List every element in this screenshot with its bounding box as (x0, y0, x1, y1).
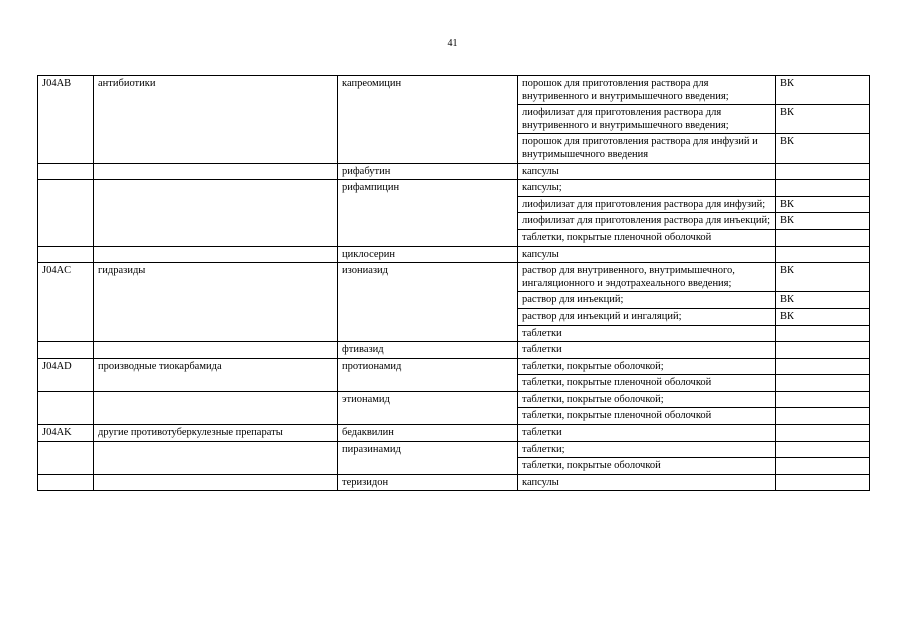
drug-name-cell: пиразинамид (338, 441, 518, 474)
page-number: 41 (447, 38, 458, 49)
atc-code-cell (38, 391, 94, 424)
note-cell: ВК (776, 308, 870, 325)
note-cell: ВК (776, 105, 870, 134)
dosage-form-cell: капсулы (518, 246, 776, 263)
table-row (38, 76, 870, 105)
note-cell (776, 408, 870, 425)
atc-code-cell: J04AK (38, 425, 94, 442)
dosage-form-cell: раствор для внутривенного, внутримышечного, ингаляционного и эндотрахеального введения; (518, 263, 776, 292)
group-name-cell (94, 391, 338, 424)
drug-name-cell: бедаквилин (338, 425, 518, 442)
table-row (38, 425, 870, 442)
atc-code-cell: J04AC (38, 263, 94, 342)
note-cell: ВК (776, 213, 870, 230)
group-name-cell (94, 342, 338, 359)
group-name-cell: производные тиокарбамида (94, 358, 338, 391)
table-row (38, 474, 870, 491)
atc-code-cell: J04AD (38, 358, 94, 391)
note-cell (776, 375, 870, 392)
dosage-form-cell: лиофилизат для приготовления раствора для инъекций; (518, 213, 776, 230)
drug-name-cell: фтивазид (338, 342, 518, 359)
table-row (38, 180, 870, 197)
note-cell (776, 391, 870, 408)
drug-name-cell: рифампицин (338, 180, 518, 246)
table-body (38, 76, 870, 491)
note-cell: ВК (776, 263, 870, 292)
dosage-form-cell: раствор для инъекций; (518, 292, 776, 309)
note-cell (776, 180, 870, 197)
note-cell: ВК (776, 76, 870, 105)
table-row (38, 342, 870, 359)
atc-code-cell (38, 342, 94, 359)
drug-name-cell: теризидон (338, 474, 518, 491)
atc-code-cell (38, 246, 94, 263)
table-row (38, 441, 870, 458)
group-name-cell: гидразиды (94, 263, 338, 342)
note-cell (776, 425, 870, 442)
dosage-form-cell: лиофилизат для приготовления раствора для внутривенного и внутримышечного введения; (518, 105, 776, 134)
atc-code-cell (38, 474, 94, 491)
dosage-form-cell: таблетки, покрытые оболочкой; (518, 358, 776, 375)
drug-name-cell: протионамид (338, 358, 518, 391)
group-name-cell: другие противотуберкулезные препараты (94, 425, 338, 442)
note-cell (776, 441, 870, 458)
group-name-cell (94, 246, 338, 263)
dosage-form-cell: таблетки (518, 342, 776, 359)
dosage-form-cell: порошок для приготовления раствора для внутривенного и внутримышечного введения; (518, 76, 776, 105)
table-row (38, 163, 870, 180)
table-row (38, 263, 870, 292)
group-name-cell (94, 180, 338, 246)
dosage-form-cell: порошок для приготовления раствора для инфузий и внутримышечного введения (518, 134, 776, 163)
dosage-form-cell: раствор для инъекций и ингаляций; (518, 308, 776, 325)
dosage-form-cell: капсулы (518, 163, 776, 180)
note-cell: ВК (776, 134, 870, 163)
table-row (38, 358, 870, 375)
drug-name-cell: капреомицин (338, 76, 518, 164)
note-cell (776, 325, 870, 342)
atc-code-cell (38, 441, 94, 474)
drug-name-cell: этионамид (338, 391, 518, 424)
dosage-form-cell: капсулы (518, 474, 776, 491)
dosage-form-cell: таблетки, покрытые пленочной оболочкой (518, 408, 776, 425)
dosage-form-cell: таблетки, покрытые пленочной оболочкой (518, 375, 776, 392)
atc-code-cell (38, 163, 94, 180)
note-cell (776, 458, 870, 475)
group-name-cell: антибиотики (94, 76, 338, 164)
drug-table (37, 75, 870, 491)
group-name-cell (94, 163, 338, 180)
note-cell (776, 474, 870, 491)
note-cell (776, 246, 870, 263)
dosage-form-cell: капсулы; (518, 180, 776, 197)
group-name-cell (94, 441, 338, 474)
dosage-form-cell: таблетки (518, 425, 776, 442)
drug-name-cell: изониазид (338, 263, 518, 342)
atc-code-cell (38, 180, 94, 246)
atc-code-cell: J04AB (38, 76, 94, 164)
note-cell (776, 358, 870, 375)
dosage-form-cell: лиофилизат для приготовления раствора для инфузий; (518, 196, 776, 213)
group-name-cell (94, 474, 338, 491)
note-cell (776, 229, 870, 246)
dosage-form-cell: таблетки (518, 325, 776, 342)
table-row (38, 246, 870, 263)
drug-name-cell: циклосерин (338, 246, 518, 263)
dosage-form-cell: таблетки, покрытые оболочкой (518, 458, 776, 475)
note-cell (776, 163, 870, 180)
table-row (38, 391, 870, 408)
note-cell (776, 342, 870, 359)
note-cell: ВК (776, 196, 870, 213)
dosage-form-cell: таблетки, покрытые оболочкой; (518, 391, 776, 408)
drug-name-cell: рифабутин (338, 163, 518, 180)
note-cell: ВК (776, 292, 870, 309)
dosage-form-cell: таблетки; (518, 441, 776, 458)
dosage-form-cell: таблетки, покрытые пленочной оболочкой (518, 229, 776, 246)
